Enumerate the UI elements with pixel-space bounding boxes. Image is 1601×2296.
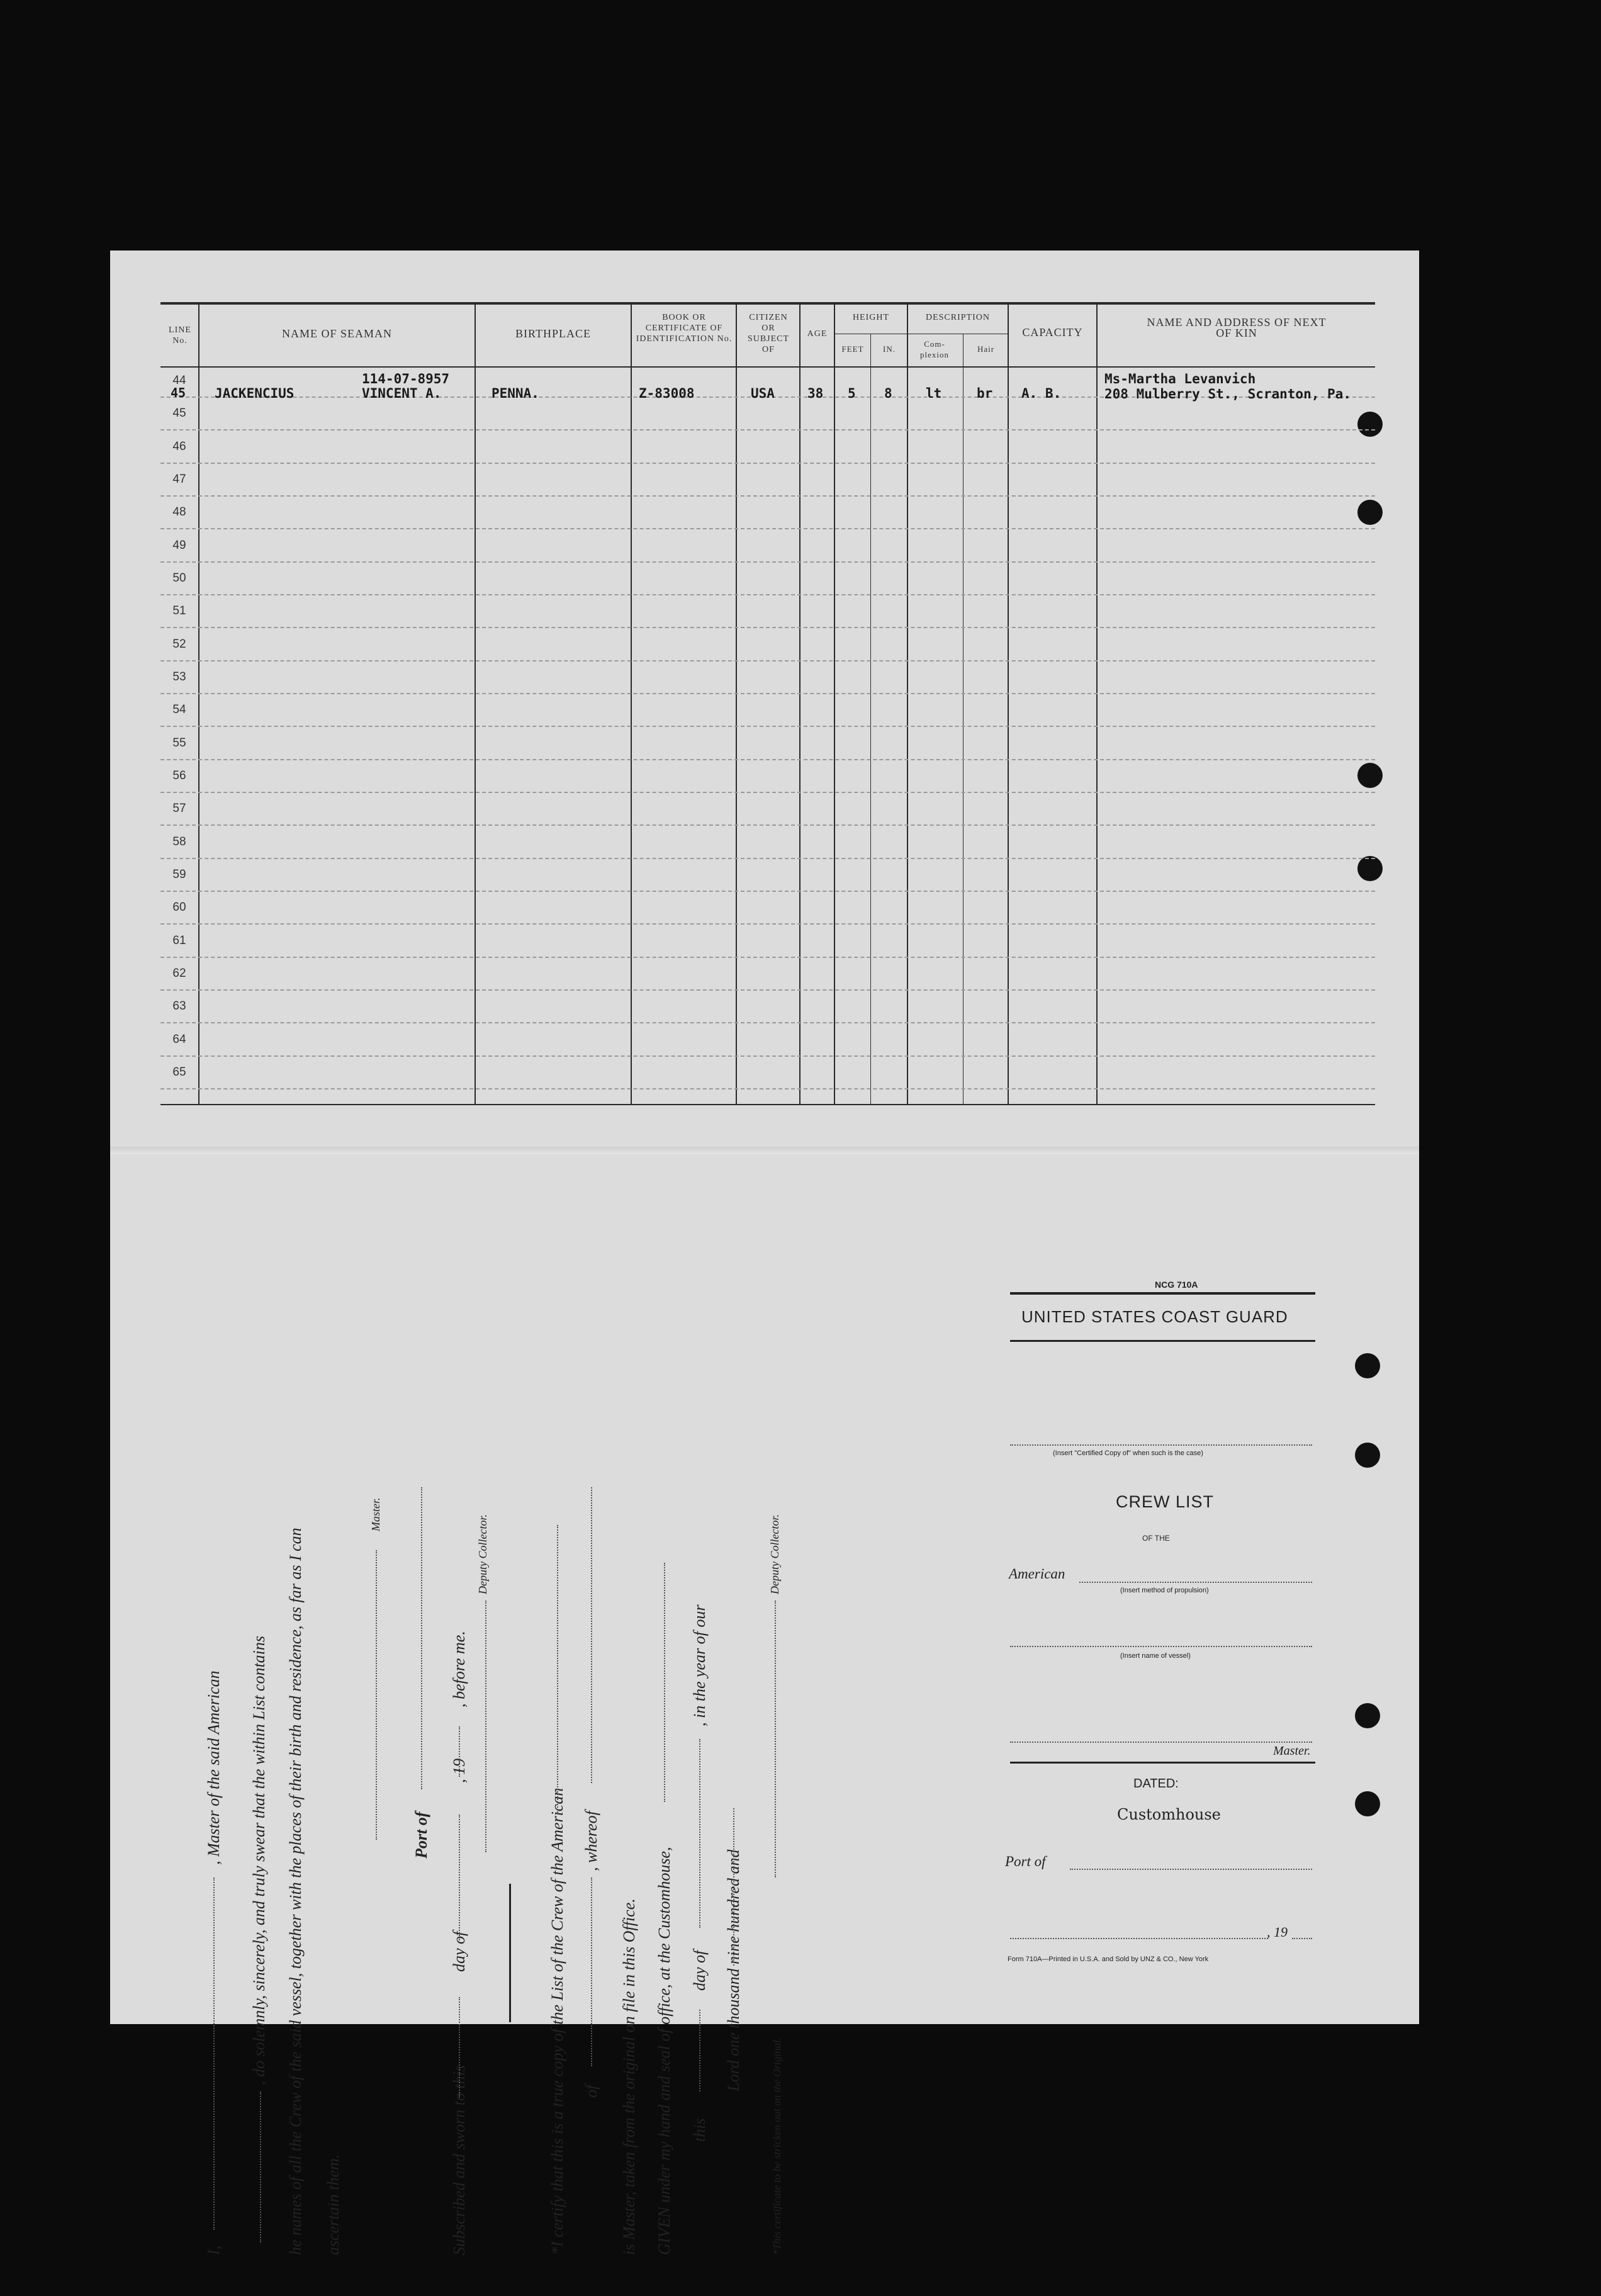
line-number: 55 — [172, 736, 186, 750]
master-line — [1010, 1742, 1312, 1743]
entry-citizen: USA — [751, 386, 775, 401]
given-in-the-year: , in the year of our — [690, 1604, 709, 1726]
affidavit-i: I, — [205, 2245, 223, 2255]
affidavit-port-of: Port of — [412, 1811, 430, 1859]
deputy-signature-line-2 — [775, 1601, 776, 1877]
customhouse-line — [664, 1563, 665, 1802]
row-line — [160, 824, 1375, 826]
entry-age: 38 — [807, 386, 824, 401]
row-line — [160, 891, 1375, 892]
given-text: GIVEN under my hand and seal of office, at the Customhouse, — [655, 1847, 673, 2255]
line-number: 50 — [172, 571, 186, 585]
lord-text: Lord one thousand nine hundred and — [724, 1849, 743, 2091]
master-taken-text: is Master, taken from the original on file in this Office. — [620, 1898, 638, 2255]
header-description: DESCRIPTION — [925, 313, 990, 322]
line-number: 53 — [172, 670, 186, 684]
row-line — [160, 495, 1375, 497]
insert-propulsion-note: (Insert method of propulsion) — [1120, 1587, 1209, 1594]
col-rule — [736, 302, 737, 1105]
insert-certified-note: (Insert "Certified Copy of" when such is the case) — [1053, 1449, 1203, 1457]
entry-feet: 5 — [848, 386, 856, 401]
entry-birthplace: PENNA. — [492, 386, 539, 401]
line-number: 52 — [172, 638, 186, 651]
line-number: 49 — [172, 539, 186, 552]
entry-given-name: VINCENT A. — [362, 386, 442, 401]
line-number: 59 — [172, 868, 186, 881]
date-line — [1010, 1938, 1268, 1939]
propulsion-line — [1079, 1582, 1312, 1583]
entry-book-number: Z-83008 — [639, 386, 695, 401]
certify-whereof: , whereof — [582, 1811, 600, 1871]
year-line — [1292, 1938, 1312, 1939]
subscribed-line — [459, 1726, 460, 1777]
dated-label: DATED: — [1133, 1777, 1179, 1791]
col-rule — [907, 302, 908, 1105]
line-number: 47 — [172, 473, 186, 486]
header-next-of-kin: NAME AND ADDRESS OF NEXT OF KIN — [1147, 316, 1327, 339]
this-line — [699, 2010, 700, 2091]
master-affidavit — [205, 1210, 1010, 2255]
header-bottom-rule — [160, 366, 1375, 368]
entry-kin-address: 208 Mulberry St., Scranton, Pa. — [1104, 386, 1351, 402]
section-separator — [509, 1884, 511, 2022]
port-of-line — [1070, 1869, 1312, 1870]
header-birthplace: BIRTHPLACE — [515, 327, 591, 340]
day-line — [699, 1739, 700, 1928]
col-rule — [475, 302, 476, 1105]
table-bottom-rule — [160, 1104, 1375, 1105]
certified-copy-line — [1010, 1444, 1312, 1446]
row-line — [160, 561, 1375, 563]
col-rule — [631, 302, 632, 1105]
cover-master-label: Master. — [1273, 1744, 1311, 1758]
of-the-label: OF THE — [1142, 1534, 1170, 1543]
cover-master-rule — [1010, 1762, 1315, 1764]
entry-kin-name: Ms-Martha Levanvich — [1104, 371, 1256, 386]
entry-inches: 8 — [884, 386, 892, 401]
entry-line-overwrite: 45 — [171, 385, 186, 400]
subscribed-line — [459, 1997, 460, 2098]
vessel-name-line — [1010, 1646, 1312, 1647]
cover-year: , 19 — [1267, 1924, 1288, 1940]
deputy-signature-line — [485, 1601, 486, 1852]
table-top-rule — [160, 302, 1375, 305]
port-of-line — [421, 1487, 422, 1789]
line-number: 60 — [172, 901, 186, 914]
col-rule — [198, 302, 199, 1105]
col-rule — [1096, 302, 1098, 1105]
header-capacity: CAPACITY — [1022, 326, 1083, 339]
deputy-collector-label-2: Deputy Collector. — [768, 1514, 781, 1594]
certify-line — [557, 1525, 558, 1815]
american-label: American — [1009, 1566, 1065, 1582]
of-line — [591, 1877, 592, 2066]
given-day-of: day of — [690, 1950, 709, 1991]
affidavit-blank-line — [260, 2091, 261, 2243]
affidavit-names-text: he names of all the Crew of the said vessel, together with the places of their birth and residence, as far as I can — [286, 1528, 305, 2255]
row-line — [160, 660, 1375, 661]
line-number: 62 — [172, 967, 186, 980]
cover-port-of: Port of — [1005, 1854, 1046, 1869]
row-line — [160, 528, 1375, 529]
line-number: 64 — [172, 1033, 186, 1046]
affidavit-ascertain: ascertain them. — [324, 2154, 342, 2255]
row-line — [160, 923, 1375, 925]
cover-agency-rule — [1010, 1340, 1315, 1342]
line-number: 54 — [172, 703, 186, 716]
header-age: AGE — [807, 329, 828, 339]
col-rule — [799, 302, 800, 1105]
affidavit-swear-text: , do solemnly, sincerely, and truly swear that the within List contains — [250, 1635, 268, 2085]
subscribed-day-of: day of — [450, 1931, 468, 1972]
line-number: 57 — [172, 802, 186, 815]
master-signature-line — [376, 1550, 377, 1840]
row-line — [160, 989, 1375, 991]
row-line — [160, 1088, 1375, 1089]
row-line — [160, 792, 1375, 793]
crew-list-title: CREW LIST — [1116, 1492, 1215, 1511]
row-line — [160, 429, 1375, 430]
line-number: 44 — [172, 374, 186, 387]
fold-crease — [110, 1147, 1419, 1154]
deputy-collector-label: Deputy Collector. — [476, 1514, 489, 1594]
row-line — [160, 759, 1375, 760]
printer-imprint: Form 710A—Printed in U.S.A. and Sold by UNZ & CO., New York — [1008, 1956, 1209, 1963]
crew-list-sheet — [110, 250, 1419, 2255]
header-name-of-seaman: NAME OF SEAMAN — [281, 327, 392, 340]
given-this: this — [690, 2118, 709, 2142]
line-number: 48 — [172, 505, 186, 519]
row-line — [160, 726, 1375, 727]
entry-complexion: lt — [926, 386, 942, 401]
affidavit-name-line — [213, 1877, 215, 2230]
entry-hair: br — [977, 386, 993, 401]
whereof-line — [591, 1487, 592, 1783]
header-book-certificate: BOOK OR CERTIFICATE OF IDENTIFICATION No. — [636, 313, 733, 344]
row-line — [160, 1055, 1375, 1057]
row-line — [160, 1022, 1375, 1023]
line-number: 61 — [172, 934, 186, 947]
header-line-no: LINE No. — [169, 325, 191, 346]
header-inches: IN. — [883, 344, 896, 354]
master-label: Master. — [369, 1497, 382, 1531]
entry-capacity: A. B. — [1021, 386, 1062, 401]
lord-line — [733, 1808, 734, 1966]
col-rule — [1008, 302, 1009, 1105]
cover-top-rule — [1010, 1292, 1315, 1295]
col-rule — [834, 302, 835, 1105]
line-number: 63 — [172, 999, 186, 1013]
affidavit-master-of: , Master of the said American — [205, 1670, 223, 1865]
entry-surname: JACKENCIUS — [215, 386, 295, 401]
entry-id-number: 114-07-8957 — [362, 371, 450, 386]
subscribed-line — [459, 1815, 460, 1940]
line-number: 45 — [172, 407, 186, 420]
header-citizen: CITIZEN OR SUBJECT OF — [747, 313, 790, 354]
certify-text: *I certify that this is a true copy of the List of the Crew of the American — [548, 1787, 566, 2255]
crew-table — [160, 302, 1375, 1105]
subscribed-year: , 19 — [450, 1759, 468, 1783]
line-number: 58 — [172, 835, 186, 848]
line-number: 56 — [172, 769, 186, 782]
certify-of: of — [582, 2085, 600, 2098]
header-height: HEIGHT — [852, 313, 890, 322]
insert-vessel-note: (Insert name of vessel) — [1120, 1652, 1191, 1660]
row-line — [160, 463, 1375, 464]
crew-list-cover — [1005, 1280, 1438, 2268]
header-hair: Hair — [977, 344, 995, 354]
row-line — [160, 693, 1375, 694]
customhouse-label: Customhouse — [1117, 1806, 1221, 1823]
form-code: NCG 710A — [1155, 1280, 1198, 1290]
certificate-footnote: *This certificate to be stricken out on the Original. — [771, 2037, 783, 2255]
header-feet: FEET — [841, 344, 864, 354]
row-line — [160, 594, 1375, 595]
agency-name: UNITED STATES COAST GUARD — [1021, 1307, 1288, 1326]
subscribed-before-me: , before me. — [450, 1631, 468, 1708]
line-number: 65 — [172, 1066, 186, 1079]
row-line — [160, 957, 1375, 958]
line-number: 46 — [172, 440, 186, 453]
line-number: 51 — [172, 604, 186, 617]
row-line — [160, 627, 1375, 628]
header-complexion: Com-plexion — [920, 339, 949, 359]
subscribed-text: Subscribed and sworn to this — [450, 2065, 468, 2255]
row-line — [160, 858, 1375, 859]
